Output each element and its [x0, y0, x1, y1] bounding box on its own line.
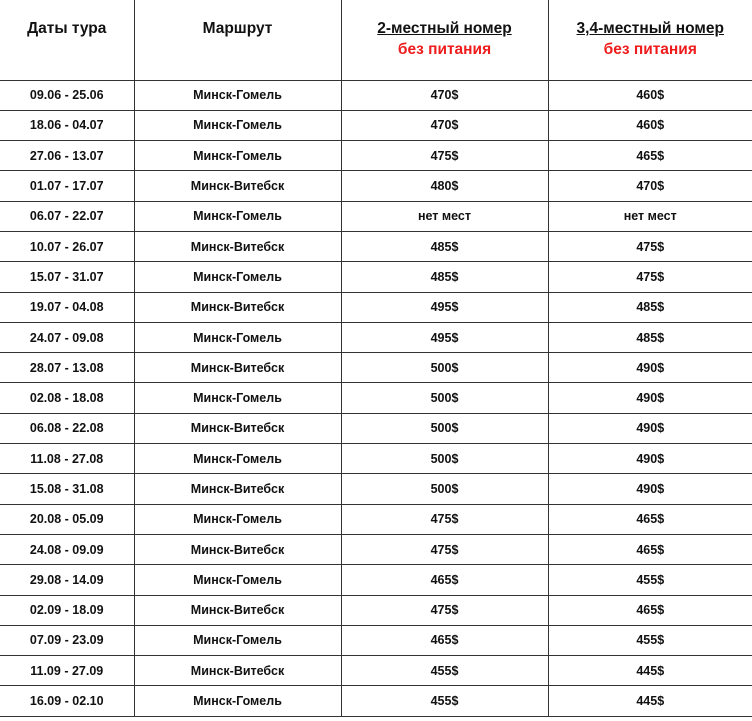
cell-price-double: 500$: [341, 383, 548, 413]
cell-price-multi: 460$: [548, 110, 752, 140]
cell-price-multi: нет мест: [548, 201, 752, 231]
cell-price-multi: 465$: [548, 595, 752, 625]
cell-price-multi: 465$: [548, 504, 752, 534]
cell-price-multi: 475$: [548, 262, 752, 292]
table-row: [0, 292, 752, 322]
cell-dates: 16.09 - 02.10: [0, 686, 134, 716]
cell-price-multi: 455$: [548, 565, 752, 595]
header-multi-room-title: 3,4-местный номер: [576, 20, 724, 37]
header-dates-label: Даты тура: [27, 20, 107, 37]
header-multi-room-meal: без питания: [603, 41, 697, 58]
cell-dates: 15.07 - 31.07: [0, 262, 134, 292]
cell-price-double: 495$: [341, 322, 548, 352]
cell-price-double: 495$: [341, 292, 548, 322]
cell-price-double: 465$: [341, 625, 548, 655]
table-row: [0, 565, 752, 595]
cell-dates: 18.06 - 04.07: [0, 110, 134, 140]
cell-price-double: 500$: [341, 353, 548, 383]
cell-route: Минск-Витебск: [134, 595, 341, 625]
cell-price-double: нет мест: [341, 201, 548, 231]
cell-price-multi: 455$: [548, 625, 752, 655]
cell-route: Минск-Гомель: [134, 565, 341, 595]
table-row: [0, 625, 752, 655]
table-row: [0, 353, 752, 383]
cell-dates: 11.09 - 27.09: [0, 656, 134, 686]
cell-price-double: 500$: [341, 444, 548, 474]
header-route: [134, 0, 341, 80]
table-row: [0, 444, 752, 474]
table-row: [0, 110, 752, 140]
header-dates: [0, 0, 134, 80]
cell-price-multi: 485$: [548, 292, 752, 322]
cell-route: Минск-Витебск: [134, 171, 341, 201]
cell-route: Минск-Витебск: [134, 353, 341, 383]
cell-price-multi: 445$: [548, 686, 752, 716]
cell-dates: 29.08 - 14.09: [0, 565, 134, 595]
cell-route: Минск-Витебск: [134, 656, 341, 686]
cell-price-multi: 490$: [548, 353, 752, 383]
table-row: [0, 595, 752, 625]
cell-route: Минск-Гомель: [134, 383, 341, 413]
cell-dates: 20.08 - 05.09: [0, 504, 134, 534]
cell-route: Минск-Гомель: [134, 444, 341, 474]
cell-dates: 07.09 - 23.09: [0, 625, 134, 655]
table-row: [0, 231, 752, 261]
table-row: [0, 171, 752, 201]
cell-dates: 28.07 - 13.08: [0, 353, 134, 383]
cell-price-double: 475$: [341, 141, 548, 171]
cell-route: Минск-Гомель: [134, 504, 341, 534]
cell-route: Минск-Гомель: [134, 322, 341, 352]
table-row: [0, 474, 752, 504]
cell-dates: 24.08 - 09.09: [0, 534, 134, 564]
cell-price-double: 480$: [341, 171, 548, 201]
cell-route: Минск-Гомель: [134, 80, 341, 110]
cell-dates: 06.08 - 22.08: [0, 413, 134, 443]
cell-price-multi: 490$: [548, 383, 752, 413]
cell-dates: 09.06 - 25.06: [0, 80, 134, 110]
table-row: [0, 686, 752, 716]
cell-price-double: 485$: [341, 231, 548, 261]
table-row: [0, 141, 752, 171]
cell-dates: 24.07 - 09.08: [0, 322, 134, 352]
cell-price-multi: 475$: [548, 231, 752, 261]
cell-price-double: 475$: [341, 534, 548, 564]
cell-price-multi: 490$: [548, 444, 752, 474]
cell-price-double: 475$: [341, 595, 548, 625]
table-row: [0, 504, 752, 534]
cell-dates: 02.09 - 18.09: [0, 595, 134, 625]
table-row: [0, 80, 752, 110]
cell-route: Минск-Витебск: [134, 413, 341, 443]
header-multi-room: [548, 0, 752, 80]
cell-price-multi: 465$: [548, 141, 752, 171]
cell-route: Минск-Витебск: [134, 231, 341, 261]
cell-price-multi: 465$: [548, 534, 752, 564]
cell-price-double: 470$: [341, 110, 548, 140]
cell-price-multi: 470$: [548, 171, 752, 201]
cell-price-double: 475$: [341, 504, 548, 534]
header-double-room: [341, 0, 548, 80]
cell-route: Минск-Витебск: [134, 292, 341, 322]
table-row: [0, 534, 752, 564]
cell-price-double: 500$: [341, 413, 548, 443]
cell-route: Минск-Витебск: [134, 474, 341, 504]
cell-price-multi: 485$: [548, 322, 752, 352]
cell-route: Минск-Гомель: [134, 686, 341, 716]
cell-price-multi: 490$: [548, 474, 752, 504]
cell-price-double: 455$: [341, 686, 548, 716]
table-row: [0, 656, 752, 686]
cell-dates: 11.08 - 27.08: [0, 444, 134, 474]
cell-dates: 10.07 - 26.07: [0, 231, 134, 261]
cell-price-double: 455$: [341, 656, 548, 686]
table-row: [0, 413, 752, 443]
table-body: [0, 80, 752, 716]
cell-price-multi: 460$: [548, 80, 752, 110]
cell-dates: 19.07 - 04.08: [0, 292, 134, 322]
cell-price-double: 500$: [341, 474, 548, 504]
cell-price-double: 465$: [341, 565, 548, 595]
header-double-room-title: 2-местный номер: [377, 20, 512, 37]
cell-dates: 15.08 - 31.08: [0, 474, 134, 504]
table-row: [0, 322, 752, 352]
cell-route: Минск-Гомель: [134, 141, 341, 171]
cell-price-double: 470$: [341, 80, 548, 110]
cell-price-multi: 490$: [548, 413, 752, 443]
header-double-room-meal: без питания: [397, 41, 492, 58]
cell-route: Минск-Гомель: [134, 110, 341, 140]
cell-price-multi: 445$: [548, 656, 752, 686]
cell-route: Минск-Витебск: [134, 534, 341, 564]
table-row: [0, 383, 752, 413]
cell-dates: 06.07 - 22.07: [0, 201, 134, 231]
header-route-label: Маршрут: [202, 20, 273, 37]
cell-dates: 27.06 - 13.07: [0, 141, 134, 171]
table-row: [0, 201, 752, 231]
cell-dates: 01.07 - 17.07: [0, 171, 134, 201]
cell-price-double: 485$: [341, 262, 548, 292]
header-row: [0, 0, 752, 80]
table-row: [0, 262, 752, 292]
cell-route: Минск-Гомель: [134, 262, 341, 292]
cell-route: Минск-Гомель: [134, 201, 341, 231]
cell-route: Минск-Гомель: [134, 625, 341, 655]
cell-dates: 02.08 - 18.08: [0, 383, 134, 413]
